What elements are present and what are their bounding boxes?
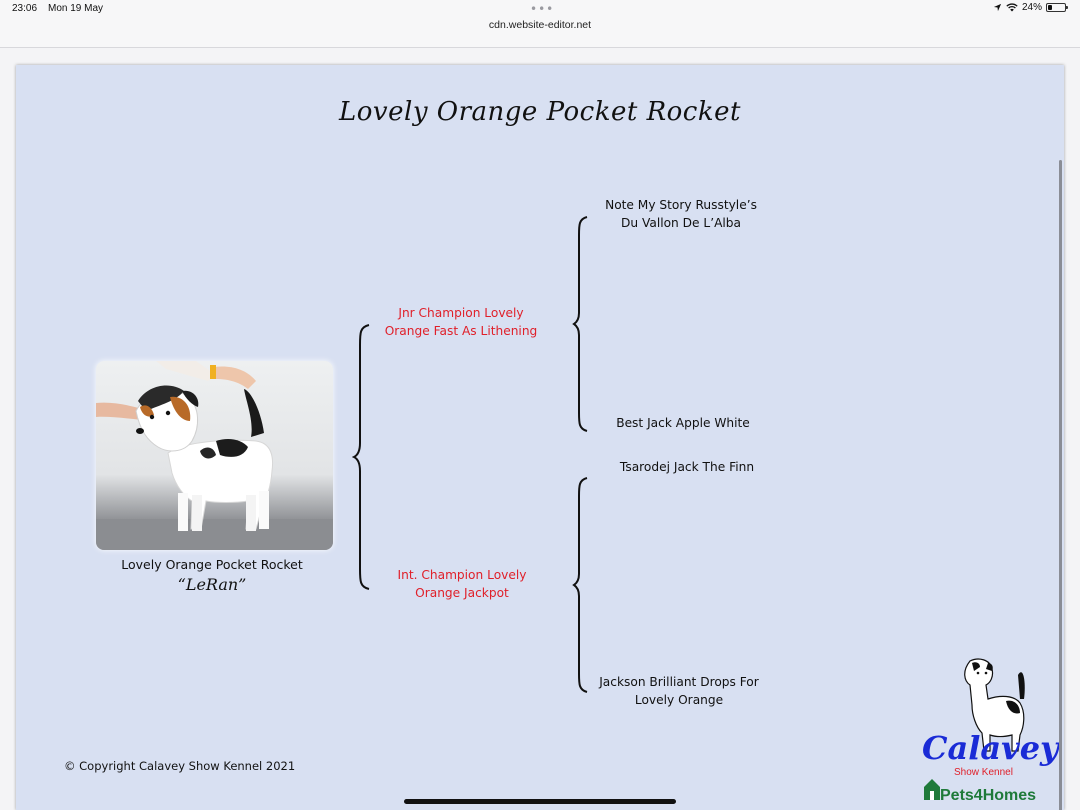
sire-sire-name: Note My Story Russtyle’s Du Vallon De L’Alba [605,198,757,230]
dam-sire-name: Tsarodej Jack The Finn [619,460,755,474]
dam-dam-name: Jackson Brilliant Drops For Lovely Orange [599,675,759,707]
browser-chrome [0,0,1080,48]
wifi-icon [1006,3,1018,12]
house-icon [924,779,940,800]
dog-nickname: “LeRan” [177,575,247,594]
dam-name: Int. Champion Lovely Orange Jackpot [397,568,527,600]
dog-name: Lovely Orange Pocket Rocket [121,557,303,572]
logo-brand-text: Calavey [922,729,1059,767]
status-date: Mon 19 May [48,3,104,14]
copyright-text: © Copyright Calavey Show Kennel 2021 [64,759,296,773]
sire-dam-name: Best Jack Apple White [616,416,750,430]
pedigree-page [16,65,1064,810]
more-dots-icon[interactable]: ••• [530,2,555,16]
status-indicators [993,2,1066,13]
status-time: 23:06 [12,3,38,14]
partner-logo-text: Pets4Homes [940,787,1037,804]
calavey-logo[interactable] [900,655,1060,805]
url-bar[interactable]: cdn.website-editor.net [488,19,592,31]
scrollbar[interactable] [1059,160,1062,810]
logo-sub-text: Show Kennel [954,767,1013,778]
brace-sire [572,215,590,433]
sire-name: Jnr Champion Lovely Orange Fast As Lithening [384,306,538,338]
dog-photo [96,361,333,550]
battery-icon [1046,3,1066,12]
brace-main [352,323,372,591]
battery-percent: 24% [1021,2,1042,13]
page-title: Lovely Orange Pocket Rocket [339,97,741,127]
brace-dam [572,476,590,694]
location-arrow-icon [993,3,1002,12]
home-indicator[interactable] [404,799,676,804]
